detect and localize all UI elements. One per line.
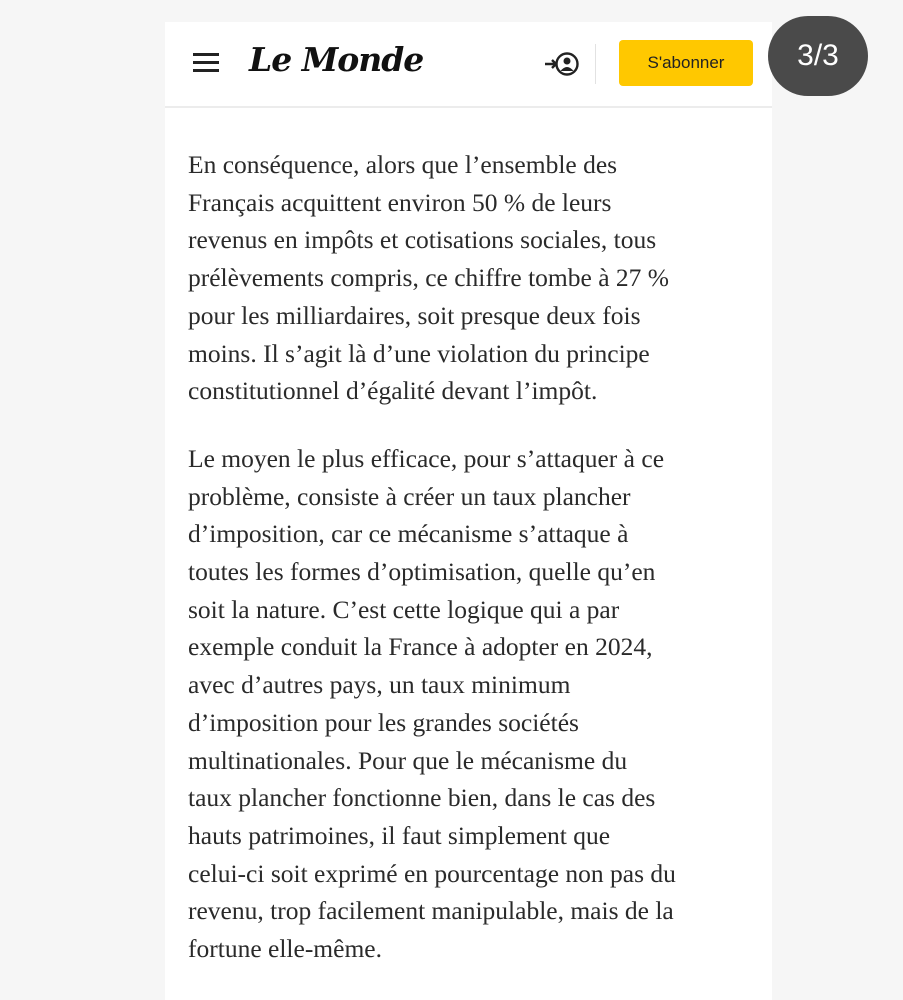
hamburger-menu-icon[interactable] xyxy=(193,53,219,73)
paragraph-line: d’imposition, car ce mécanisme s’attaque à xyxy=(188,519,629,549)
paragraph-line: revenu, trop facilement manipulable, mais de la xyxy=(188,896,674,926)
paragraph-line: En conséquence, alors que l’ensemble des xyxy=(188,150,618,179)
paragraph-line: problème, consiste à créer un taux plancher xyxy=(188,481,631,511)
le-monde-logo[interactable]: Le Monde xyxy=(249,40,424,79)
paragraph-line: Le moyen le plus efficace, pour s’attaquer à ce xyxy=(188,443,665,473)
article-paragraph xyxy=(188,440,758,968)
paragraph-line: exemple conduit la France à adopter en 2024, xyxy=(188,632,653,662)
site-header xyxy=(165,22,772,108)
article-paragraph xyxy=(188,146,758,410)
paragraph-line: multinationales. Pour que le mécanisme du xyxy=(188,745,628,775)
paragraph-line: toutes les formes d’optimisation, quelle qu’en xyxy=(188,557,656,587)
subscribe-button[interactable]: S'abonner xyxy=(619,40,753,86)
paragraph-line: hauts patrimoines, il faut simplement que xyxy=(188,820,611,850)
paragraph-line: celui-ci soit exprimé en pourcentage non pas du xyxy=(188,858,676,888)
paragraph-line: pour les milliardaires, soit presque deux fois xyxy=(188,300,641,330)
paragraph-line: prélèvements compris, ce chiffre tombe à 27 % xyxy=(188,263,670,293)
paragraph-line: Français acquittent environ 50 % de leurs xyxy=(188,187,612,217)
paragraph-line: moins. Il s’agit là d’une violation du principe xyxy=(188,338,650,368)
paragraph-line: taux plancher fonctionne bien, dans le cas des xyxy=(188,783,656,813)
paragraph-line: d’imposition pour les grandes sociétés xyxy=(188,707,579,737)
page-indicator-badge: 3/3 xyxy=(768,16,868,96)
article-body xyxy=(188,146,758,998)
paragraph-line: fortune elle-même. xyxy=(188,934,382,964)
paragraph-line: avec d’autres pays, un taux minimum xyxy=(188,670,571,700)
paragraph-line: constitutionnel d’égalité devant l’impôt. xyxy=(188,376,598,406)
login-user-icon[interactable] xyxy=(543,49,579,79)
header-divider xyxy=(595,44,596,84)
paragraph-line: soit la nature. C’est cette logique qui a par xyxy=(188,594,620,624)
paragraph-line: revenus en impôts et cotisations sociales, tous xyxy=(188,225,657,255)
